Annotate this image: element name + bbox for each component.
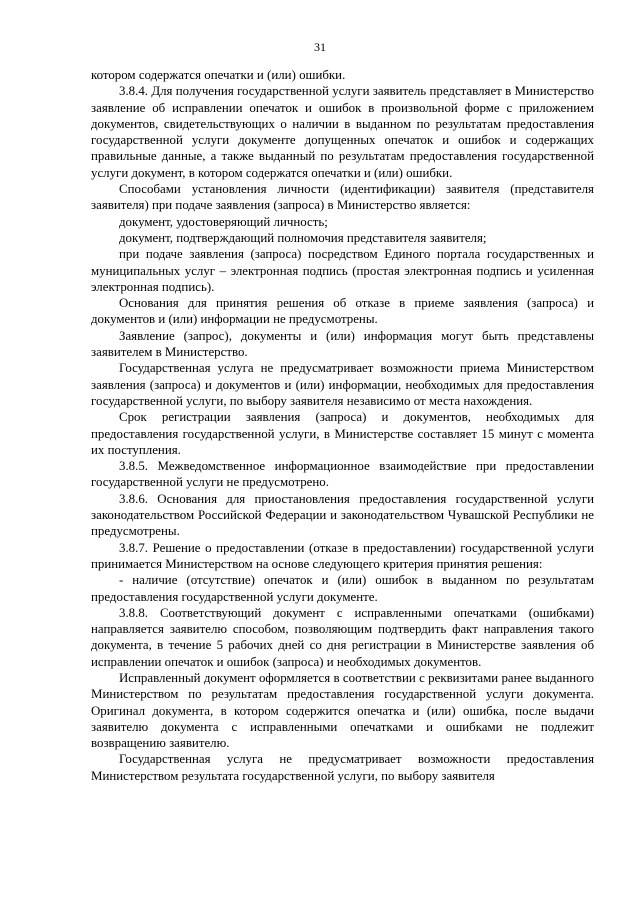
paragraph-3-8-7: 3.8.7. Решение о предоставлении (отказе в предоставлении) государственной услуги принимается Министерством на основе следующего критерия принятия решения: (91, 540, 594, 571)
paragraph-refusal-grounds: Основания для принятия решения об отказе в приеме заявления (запроса) и документов и (или) информации не предусмотрены. (91, 296, 594, 327)
paragraph-registration-term: Срок регистрации заявления (запроса) и документов, необходимых для предоставления государственной услуги, в Министерстве составляет 15 минут с момента их поступления. (91, 410, 594, 457)
paragraph-result-by-choice: Государственная услуга не предусматривает возможности предоставления Министерством результата государственной услуги, по выбору заявителя (91, 752, 594, 783)
paragraph-corrected-document: Исправленный документ оформляется в соответствии с реквизитами ранее выданного Министерством по результатам предоставления государственной услуги документа. Оригинал документа, в котором содержится опечатка и (или) ошибка, после выдачи заявителю документа с исправленными опечатками и ошибками не подлежит возвращению заявителю. (91, 670, 594, 751)
paragraph-identification-methods: Способами установления личности (идентификации) заявителя (представителя заявителя) при подаче заявления (запроса) в Министерство является: (91, 182, 594, 213)
list-item-authority-document: документ, подтверждающий полномочия представителя заявителя; (119, 230, 487, 245)
list-item-identity-document: документ, удостоверяющий личность; (119, 214, 328, 229)
paragraph-3-8-8: 3.8.8. Соответствующий документ с исправленными опечатками (ошибками) направляется заявителю способом, позволяющим подтвердить факт направления такого документа, в течение 5 рабочих дней со дня регистрации в Министерстве заявления об исправлении опечаток и ошибок (запроса) и необходимых документов. (91, 605, 594, 669)
paragraph-3-8-5: 3.8.5. Межведомственное информационное взаимодействие при предоставлении государственной услуги не предусмотрено. (91, 459, 594, 490)
paragraph-continuation: котором содержатся опечатки и (или) ошибки. (91, 68, 346, 82)
list-item-electronic-signature: при подаче заявления (запроса) посредством Единого портала государственных и муниципальных услуг – электронная подпись (простая электронная подпись и усиленная электронная подпись). (91, 247, 594, 294)
paragraph-submission: Заявление (запрос), документы и (или) информация могут быть представлены заявителем в Министерство. (91, 328, 594, 360)
paragraph-extraterritorial: Государственная услуга не предусматривает возможности приема Министерством заявления (запроса) и документов и (или) информации, необходимых для предоставления государственной услуги, по выбору заявителя независимо от места нахождения. (91, 361, 594, 408)
paragraph-3-8-4: 3.8.4. Для получения государственной услуги заявитель представляет в Министерство заявление об исправлении опечаток и ошибок в произвольной форме с приложением документов, свидетельствующих о наличии в выданном по результатам предоставления государственной услуги документе допущенных опечаток и ошибок и содержащих правильные данные, а также выданный по результатам предоставления государственной услуги документ, в котором содержатся опечатки и (или) ошибки. (91, 84, 594, 180)
paragraph-criterion: - наличие (отсутствие) опечаток и (или) ошибок в выданном по результатам предоставления государственной услуги документе. (91, 573, 594, 604)
paragraph-3-8-6: 3.8.6. Основания для приостановления предоставления государственной услуги законодательством Российской Федерации и законодательством Чувашской Республики не предусмотрены. (91, 491, 594, 539)
document-body (91, 67, 594, 784)
page-number: 31 (314, 40, 326, 54)
